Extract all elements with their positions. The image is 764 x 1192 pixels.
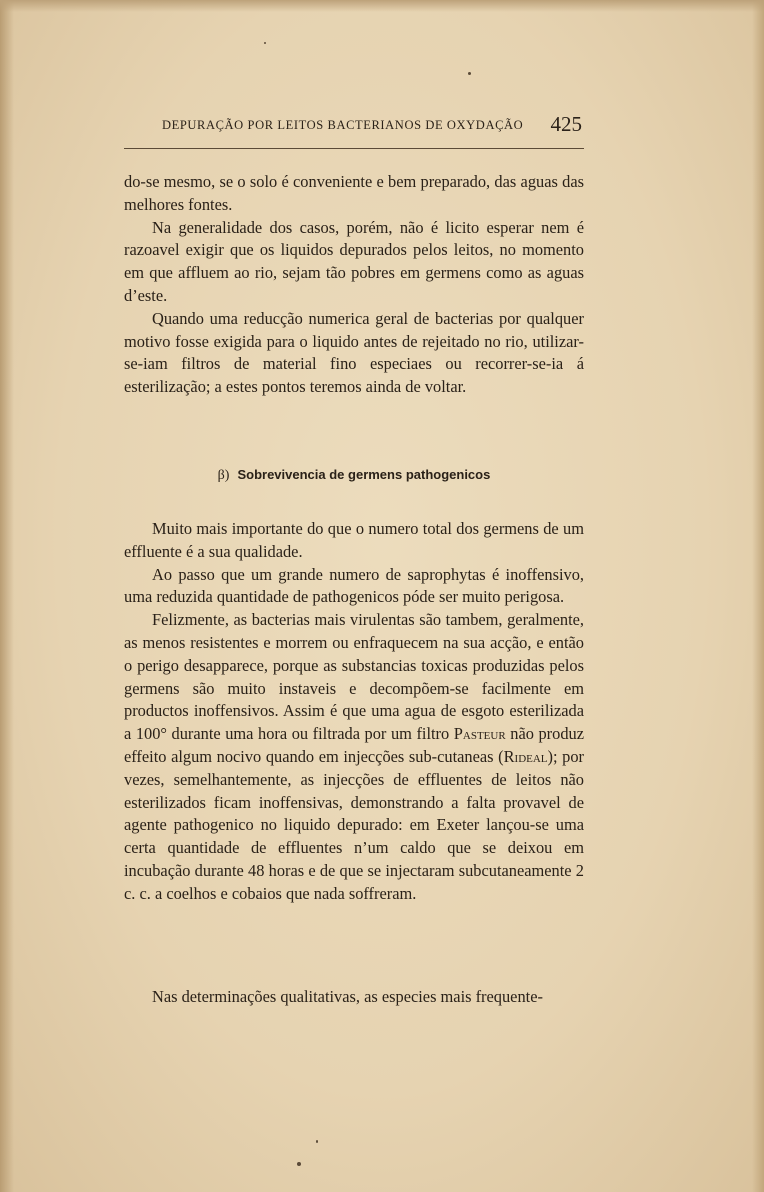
text-block-bottom bbox=[124, 986, 584, 1009]
paragraph: do-se mesmo, se o solo é conveniente e bem preparado, das aguas das melhores fontes. bbox=[124, 172, 584, 214]
text-block-middle bbox=[124, 518, 584, 906]
paper-speck bbox=[316, 1140, 318, 1143]
paragraph-text: Felizmente, as bacterias mais virulentas são tambem, geralmente, as menos resistentes e morrem ou enfraquecem na sua acção, e então o perigo desapparece, porque as substancias toxicas produzidas pelos germens são muito instaveis e decompõem-se facilmente em productos inoffensivos. Assim é que uma agua de esgoto esterilizada a 100° durante uma hora ou filtrada por um filtro bbox=[124, 610, 584, 744]
paragraph: Ao passo que um grande numero de saprophytas é inoffensivo, uma reduzida quantidade de pathogenicos póde ser muito perigosa. bbox=[124, 564, 584, 607]
person-name: Pasteur bbox=[453, 724, 506, 744]
page-edge-shadow-left bbox=[0, 0, 14, 1192]
page-edge-shadow-top bbox=[0, 0, 764, 12]
section-heading bbox=[124, 467, 584, 484]
page-number: 425 bbox=[550, 112, 582, 136]
person-name: Rideal bbox=[503, 746, 548, 766]
paragraph bbox=[124, 609, 584, 905]
paragraph: Quando uma reducção numerica geral de bacterias por qualquer motivo fosse exigida para o liquido antes de rejeitado no rio, utilizar-se-iam filtros de material fino especiaes ou recorrer-se-ia á esterilização; a estes pontos teremos ainda de voltar. bbox=[124, 308, 584, 397]
paragraph-text: não produz effeito algum nocivo quando em injecções sub-cutaneas ( bbox=[124, 724, 584, 766]
header-rule bbox=[124, 148, 584, 149]
running-title: DEPURAÇÃO POR LEITOS BACTERIANOS DE OXYDAÇÃO bbox=[162, 118, 524, 132]
page-edge-shadow-right bbox=[752, 0, 764, 1192]
text-block-top bbox=[124, 171, 584, 399]
page-header bbox=[122, 112, 584, 142]
paper-speck bbox=[468, 72, 471, 75]
section-title: Sobrevivencia de germens pathogenicos bbox=[237, 467, 491, 482]
section-marker: β) bbox=[217, 468, 230, 483]
paragraph: Na generalidade dos casos, porém, não é licito esperar nem é razoavel exigir que os liquidos depurados pelos leitos, no momento em que affluem ao rio, sejam tão pobres em germens como as aguas d’este. bbox=[124, 217, 584, 305]
paragraph: Nas determinações qualitativas, as especies mais frequente- bbox=[152, 987, 543, 1006]
paragraph: Muito mais importante do que o numero total dos germens de um effluente é a sua qualidade. bbox=[124, 519, 584, 561]
paragraph-text: ); por vezes, semelhantemente, as injecções de effluentes de leitos não esterilizados ficam inoffensivas, demonstrando a falta provavel de agente pathogenico no liquido depurado: em Exeter lançou-se uma certa quantidade de effluentes n’um caldo que se deixou em incubação durante 48 horas e de que se injectaram subcutaneamente 2 c. c. a coelhos e cobaios que nada soffreram. bbox=[124, 746, 584, 903]
paper-speck bbox=[297, 1162, 301, 1166]
paper-speck bbox=[264, 42, 266, 44]
